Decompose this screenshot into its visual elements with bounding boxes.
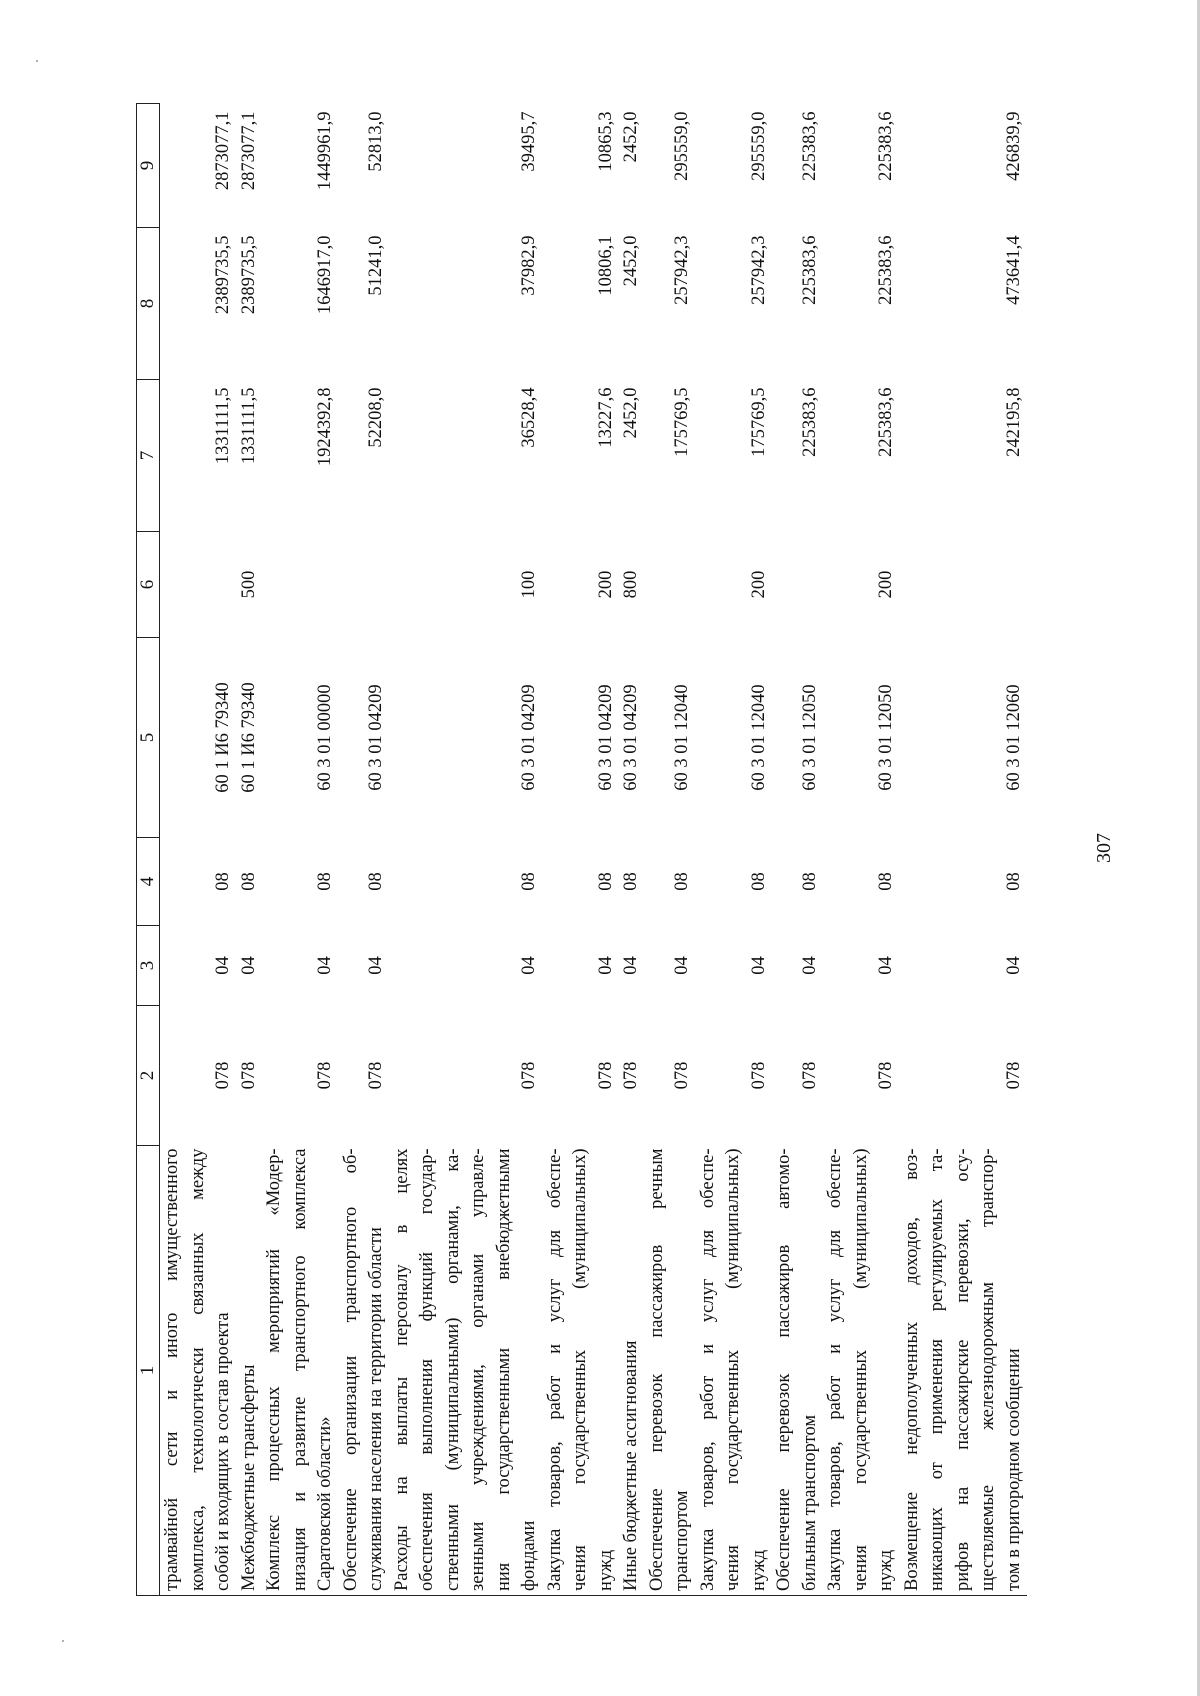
cell-col-4: 08 bbox=[213, 872, 233, 891]
cell-col-8: 257942,3 bbox=[672, 235, 692, 305]
row-label-line: комплекса, технологически связанных между bbox=[187, 1148, 208, 1591]
row-label-line: ния государственными внебюджетными bbox=[493, 1148, 514, 1591]
table-row bbox=[772, 104, 823, 1596]
cell-col-8: 51241,0 bbox=[366, 235, 386, 296]
cell-col-2: 078 bbox=[595, 1061, 616, 1090]
cell-col-8: 2389735,5 bbox=[238, 235, 259, 315]
cell-col-3: 04 bbox=[876, 956, 896, 975]
row-label-line: Обеспечение перевозок пассажиров автомо- bbox=[774, 1148, 794, 1591]
cell-col-3: 04 bbox=[748, 956, 769, 975]
cell-col-2: 078 bbox=[315, 1061, 335, 1090]
cell-col-9: 2873077,1 bbox=[238, 111, 259, 191]
row-label-line: низация и развитие транспортного комплекса bbox=[289, 1148, 310, 1591]
table-row bbox=[696, 104, 773, 1596]
cell-col-3: 04 bbox=[519, 956, 539, 975]
cell-col-8: 225383,6 bbox=[799, 235, 820, 305]
cell-col-5: 60 3 01 12040 bbox=[748, 684, 769, 791]
cell-col-3: 04 bbox=[238, 956, 259, 975]
cell-col-6 bbox=[160, 532, 237, 638]
row-label-line: фондами bbox=[519, 1520, 539, 1591]
cell-col-9: 39495,7 bbox=[519, 111, 539, 172]
row-label-line: Иные бюджетные ассигнования bbox=[621, 1340, 641, 1591]
cell-col-3: 04 bbox=[672, 956, 692, 975]
column-header-7: 7 bbox=[137, 380, 160, 532]
cell-col-6 bbox=[339, 532, 390, 638]
row-label bbox=[645, 1146, 696, 1596]
cell-col-4: 08 bbox=[238, 872, 259, 891]
cell-col-2: 078 bbox=[876, 1061, 896, 1090]
cell-col-5: 60 1 И6 79340 bbox=[213, 682, 233, 793]
cell-col-5: 60 3 01 04209 bbox=[595, 684, 616, 791]
row-label-line: нужд bbox=[748, 1549, 769, 1591]
row-label-line: нужд bbox=[876, 1549, 896, 1591]
cell-col-9: 10865,3 bbox=[595, 111, 616, 172]
cell-col-6 bbox=[262, 532, 339, 638]
cell-col-5: 60 3 01 12040 bbox=[672, 684, 692, 791]
cell-col-4: 08 bbox=[748, 872, 769, 891]
cell-col-4: 08 bbox=[1003, 872, 1024, 891]
cell-col-7: 175769,5 bbox=[748, 387, 769, 457]
cell-col-3: 04 bbox=[595, 956, 616, 975]
cell-col-7: 36528,4 bbox=[519, 387, 539, 448]
row-label-line: чения государственных (муниципальных) bbox=[723, 1148, 743, 1591]
row-label bbox=[262, 1146, 339, 1596]
cell-col-9: 426839,9 bbox=[1003, 111, 1024, 181]
table-row bbox=[262, 104, 339, 1596]
row-label-line: чения государственных (муниципальных) bbox=[850, 1148, 871, 1591]
cell-col-2: 078 bbox=[672, 1061, 692, 1090]
row-label-line: рифов на пассажирские перевозки, осу- bbox=[952, 1148, 973, 1591]
cell-col-2: 078 bbox=[519, 1061, 539, 1090]
column-header-1: 1 bbox=[137, 1146, 160, 1596]
table-row bbox=[619, 104, 645, 1596]
cell-col-3: 04 bbox=[621, 956, 641, 975]
row-label bbox=[160, 1146, 237, 1596]
cell-col-8: 1646917,0 bbox=[315, 235, 335, 315]
row-label bbox=[237, 1146, 263, 1596]
cell-col-7: 2452,0 bbox=[621, 387, 641, 439]
cell-col-9: 1449961,9 bbox=[315, 111, 335, 191]
cell-col-8: 473641,4 bbox=[1003, 235, 1024, 305]
row-label-line: трамвайной сети и иного имущественного bbox=[162, 1148, 182, 1591]
cell-col-2: 078 bbox=[213, 1061, 233, 1090]
cell-col-7: 175769,5 bbox=[672, 387, 692, 457]
cell-col-5: 60 3 01 12050 bbox=[799, 684, 820, 791]
row-label-line: Закупка товаров, работ и услуг для обеспе- bbox=[544, 1148, 565, 1591]
cell-col-7: 13227,6 bbox=[595, 387, 616, 448]
cell-col-9: 225383,6 bbox=[876, 111, 896, 181]
row-label bbox=[390, 1146, 543, 1596]
column-header-2: 2 bbox=[137, 1006, 160, 1146]
cell-col-9: 2452,0 bbox=[621, 111, 641, 163]
row-label-line: зенными учреждениями, органами управле- bbox=[468, 1148, 488, 1591]
row-label-line: нужд bbox=[595, 1549, 616, 1591]
row-label-line: чения государственных (муниципальных) bbox=[570, 1148, 590, 1591]
cell-col-4: 08 bbox=[672, 872, 692, 891]
cell-col-2: 078 bbox=[799, 1061, 820, 1090]
row-label-line: Расходы на выплаты персоналу в целях bbox=[391, 1148, 412, 1591]
table-row bbox=[543, 104, 620, 1596]
cell-col-9: 225383,6 bbox=[799, 111, 820, 181]
cell-col-7: 242195,8 bbox=[1003, 387, 1024, 457]
cell-col-6: 800 bbox=[621, 570, 641, 599]
cell-col-8: 37982,9 bbox=[519, 235, 539, 296]
cell-col-3: 04 bbox=[1003, 956, 1024, 975]
cell-col-5: 60 3 01 00000 bbox=[315, 684, 335, 791]
cell-col-5: 60 3 01 04209 bbox=[621, 684, 641, 791]
column-header-3: 3 bbox=[137, 926, 160, 1006]
row-label-line: Закупка товаров, работ и услуг для обеспе- bbox=[825, 1148, 845, 1591]
table-row bbox=[160, 104, 237, 1596]
cell-col-6: 200 bbox=[876, 570, 896, 599]
cell-col-8: 2389735,5 bbox=[213, 235, 233, 315]
row-label-line: бильным транспортом bbox=[799, 1414, 820, 1591]
cell-col-4: 08 bbox=[799, 872, 820, 891]
table-row bbox=[237, 104, 263, 1596]
cell-col-6 bbox=[772, 532, 823, 638]
cell-col-7: 1331111,5 bbox=[213, 387, 233, 465]
cell-col-4: 08 bbox=[519, 872, 539, 891]
cell-col-9: 295559,0 bbox=[672, 111, 692, 181]
row-label-line: собой и входящих в состав проекта bbox=[213, 1312, 233, 1591]
cell-col-8: 2452,0 bbox=[621, 235, 641, 287]
cell-col-2: 078 bbox=[1003, 1061, 1024, 1090]
page-number: 307 bbox=[1093, 833, 1115, 863]
table-row bbox=[390, 104, 543, 1596]
table-row bbox=[645, 104, 696, 1596]
cell-col-4: 08 bbox=[366, 872, 386, 891]
row-label bbox=[900, 1146, 1028, 1596]
row-label-line: никающих от применения регулируемых та- bbox=[927, 1148, 947, 1591]
cell-col-6: 200 bbox=[748, 570, 769, 599]
cell-col-9: 2873077,1 bbox=[213, 111, 233, 191]
cell-col-6: 100 bbox=[519, 570, 539, 599]
row-label-line: Закупка товаров, работ и услуг для обеспе- bbox=[697, 1148, 718, 1591]
row-label-line: Обеспечение организации транспортного об- bbox=[340, 1148, 361, 1591]
cell-col-5: 60 3 01 12060 bbox=[1003, 684, 1024, 791]
row-label bbox=[696, 1146, 773, 1596]
cell-col-5: 60 3 01 04209 bbox=[519, 684, 539, 791]
cell-col-5: 60 1 И6 79340 bbox=[238, 682, 259, 793]
cell-col-4: 08 bbox=[876, 872, 896, 891]
cell-col-3: 04 bbox=[366, 956, 386, 975]
row-label bbox=[823, 1146, 900, 1596]
cell-col-8: 10806,1 bbox=[595, 235, 616, 296]
table-row bbox=[823, 104, 900, 1596]
cell-col-9: 52813,0 bbox=[366, 111, 386, 172]
cell-col-2: 078 bbox=[366, 1061, 386, 1090]
cell-col-8: 225383,6 bbox=[876, 235, 896, 305]
column-header-4: 4 bbox=[137, 838, 160, 926]
cell-col-4: 08 bbox=[595, 872, 616, 891]
column-header-8: 8 bbox=[137, 228, 160, 380]
cell-col-6 bbox=[645, 532, 696, 638]
row-label-line: Межбюджетные трансферты bbox=[238, 1364, 259, 1591]
cell-col-4: 08 bbox=[621, 872, 641, 891]
cell-col-7: 1331111,5 bbox=[238, 387, 259, 465]
cell-col-5: 60 3 01 04209 bbox=[366, 684, 386, 791]
table-row bbox=[900, 104, 1028, 1596]
table-body bbox=[160, 104, 1028, 1596]
row-label-line: Комплекс процессных мероприятий «Модер- bbox=[264, 1148, 284, 1591]
row-label bbox=[543, 1146, 620, 1596]
cell-col-7: 225383,6 bbox=[799, 387, 820, 457]
row-label bbox=[772, 1146, 823, 1596]
cell-col-6: 200 bbox=[595, 570, 616, 599]
column-header-9: 9 bbox=[137, 104, 160, 228]
row-label-line: обеспечения выполнения функций государ- bbox=[417, 1148, 437, 1591]
row-label-line: служивания населения на территории области bbox=[366, 1227, 386, 1591]
cell-col-3: 04 bbox=[799, 956, 820, 975]
row-label-line: том в пригородном сообщении bbox=[1003, 1348, 1024, 1591]
table-header-row bbox=[137, 104, 160, 1596]
cell-col-9: 295559,0 bbox=[748, 111, 769, 181]
table-row bbox=[339, 104, 390, 1596]
cell-col-8: 257942,3 bbox=[748, 235, 769, 305]
cell-col-4: 08 bbox=[315, 872, 335, 891]
budget-table bbox=[136, 103, 1027, 1596]
column-header-5: 5 bbox=[137, 638, 160, 838]
row-label bbox=[619, 1146, 645, 1596]
cell-col-7: 1924392,8 bbox=[315, 387, 335, 467]
cell-col-3: 04 bbox=[213, 956, 233, 975]
row-label-line: Саратовской области» bbox=[315, 1416, 335, 1591]
row-label-line: ществляемые железнодорожным транспор- bbox=[978, 1148, 998, 1591]
cell-col-7: 52208,0 bbox=[366, 387, 386, 448]
column-header-6: 6 bbox=[137, 532, 160, 638]
cell-col-2: 078 bbox=[238, 1061, 259, 1090]
cell-col-3: 04 bbox=[315, 956, 335, 975]
row-label-line: транспортом bbox=[672, 1490, 692, 1591]
cell-col-6 bbox=[900, 532, 1028, 638]
cell-col-5: 60 3 01 12050 bbox=[876, 684, 896, 791]
cell-col-2: 078 bbox=[621, 1061, 641, 1090]
cell-col-7: 225383,6 bbox=[876, 387, 896, 457]
cell-col-2: 078 bbox=[748, 1061, 769, 1090]
row-label-line: Возмещение недополученных доходов, воз- bbox=[901, 1148, 922, 1591]
row-label-line: ственными (муниципальными) органами, ка- bbox=[442, 1148, 463, 1591]
row-label bbox=[339, 1146, 390, 1596]
row-label-line: Обеспечение перевозок пассажиров речным bbox=[646, 1148, 667, 1591]
cell-col-6: 500 bbox=[238, 570, 259, 599]
